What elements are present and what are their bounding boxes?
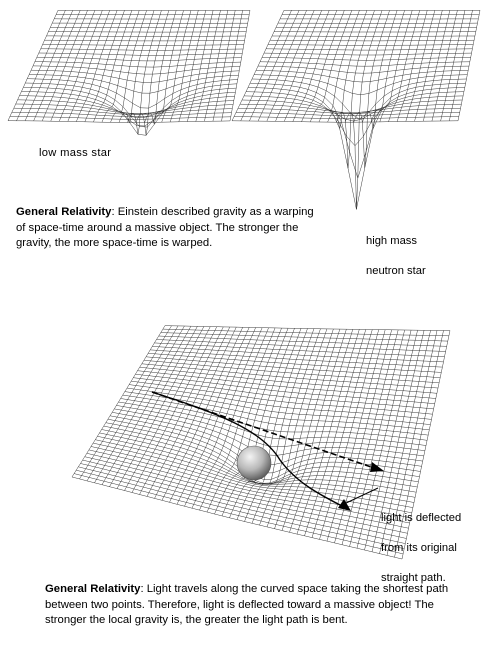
low-mass-mesh — [8, 10, 250, 135]
mesh-line — [230, 328, 302, 517]
mesh-line — [72, 326, 165, 477]
high-mass-neutron-star-label — [366, 219, 426, 294]
bottom-caption-title: General Relativity — [45, 583, 141, 595]
mesh-line — [116, 405, 425, 450]
high-mass-label-line1: high mass — [366, 235, 417, 247]
mesh-line — [232, 10, 284, 121]
mesh-line — [127, 388, 430, 425]
mesh-line — [80, 326, 172, 479]
mesh-line — [76, 470, 404, 549]
mesh-line — [165, 326, 450, 331]
mesh-line — [23, 87, 236, 135]
massive-object-sphere — [237, 446, 271, 480]
straight-path-arrowhead — [370, 462, 384, 472]
top-caption-title: General Relativity — [16, 206, 112, 218]
mesh-line — [8, 121, 230, 123]
mesh-line — [200, 328, 276, 510]
mesh-line — [354, 11, 390, 169]
high-mass-mesh — [232, 10, 480, 209]
deflection-label-line1: light is deflected — [381, 512, 462, 524]
mesh-line — [140, 367, 437, 393]
mesh-line — [72, 477, 402, 559]
mesh-line — [240, 104, 461, 112]
mesh-line — [310, 10, 352, 122]
mesh-line — [148, 353, 441, 372]
mesh-line — [179, 10, 206, 121]
mesh-line — [131, 381, 432, 414]
top-caption-body: : Einstein described gravity as a warping of space-time around a massive object. The stronger the gravity, the more space-time is warped. — [16, 206, 314, 250]
mesh-line — [129, 385, 431, 420]
mesh-line — [128, 11, 162, 135]
high-mass-label-line2: neutron star — [366, 265, 426, 277]
mesh-line — [114, 409, 424, 456]
mesh-line — [232, 121, 458, 122]
deflection-label-line2: from its original — [381, 542, 457, 554]
bottom-caption-body: : Light travels along the curved space taking the shortest path between two points. Therefore, light is deflected toward a massive object! The stronger the local gravity is, the greater the light path is bent. — [45, 583, 449, 627]
mesh-line — [406, 10, 435, 121]
deflection-label-line3: straight path. — [381, 572, 446, 584]
bottom-caption — [45, 582, 455, 629]
mesh-line — [275, 329, 340, 529]
mesh-line — [95, 326, 185, 483]
top-caption — [16, 205, 316, 252]
mesh-line — [76, 10, 117, 121]
mesh-line — [242, 100, 462, 114]
mesh-line — [18, 100, 234, 114]
mesh-line — [319, 10, 360, 122]
mesh-line — [389, 10, 420, 121]
mesh-line — [397, 10, 427, 121]
mesh-line — [177, 328, 256, 505]
mesh-line — [87, 326, 178, 481]
mesh-line — [74, 474, 403, 554]
mesh-line — [267, 10, 314, 121]
mesh-line — [250, 83, 466, 178]
low-mass-star-label: low mass star — [39, 147, 112, 159]
